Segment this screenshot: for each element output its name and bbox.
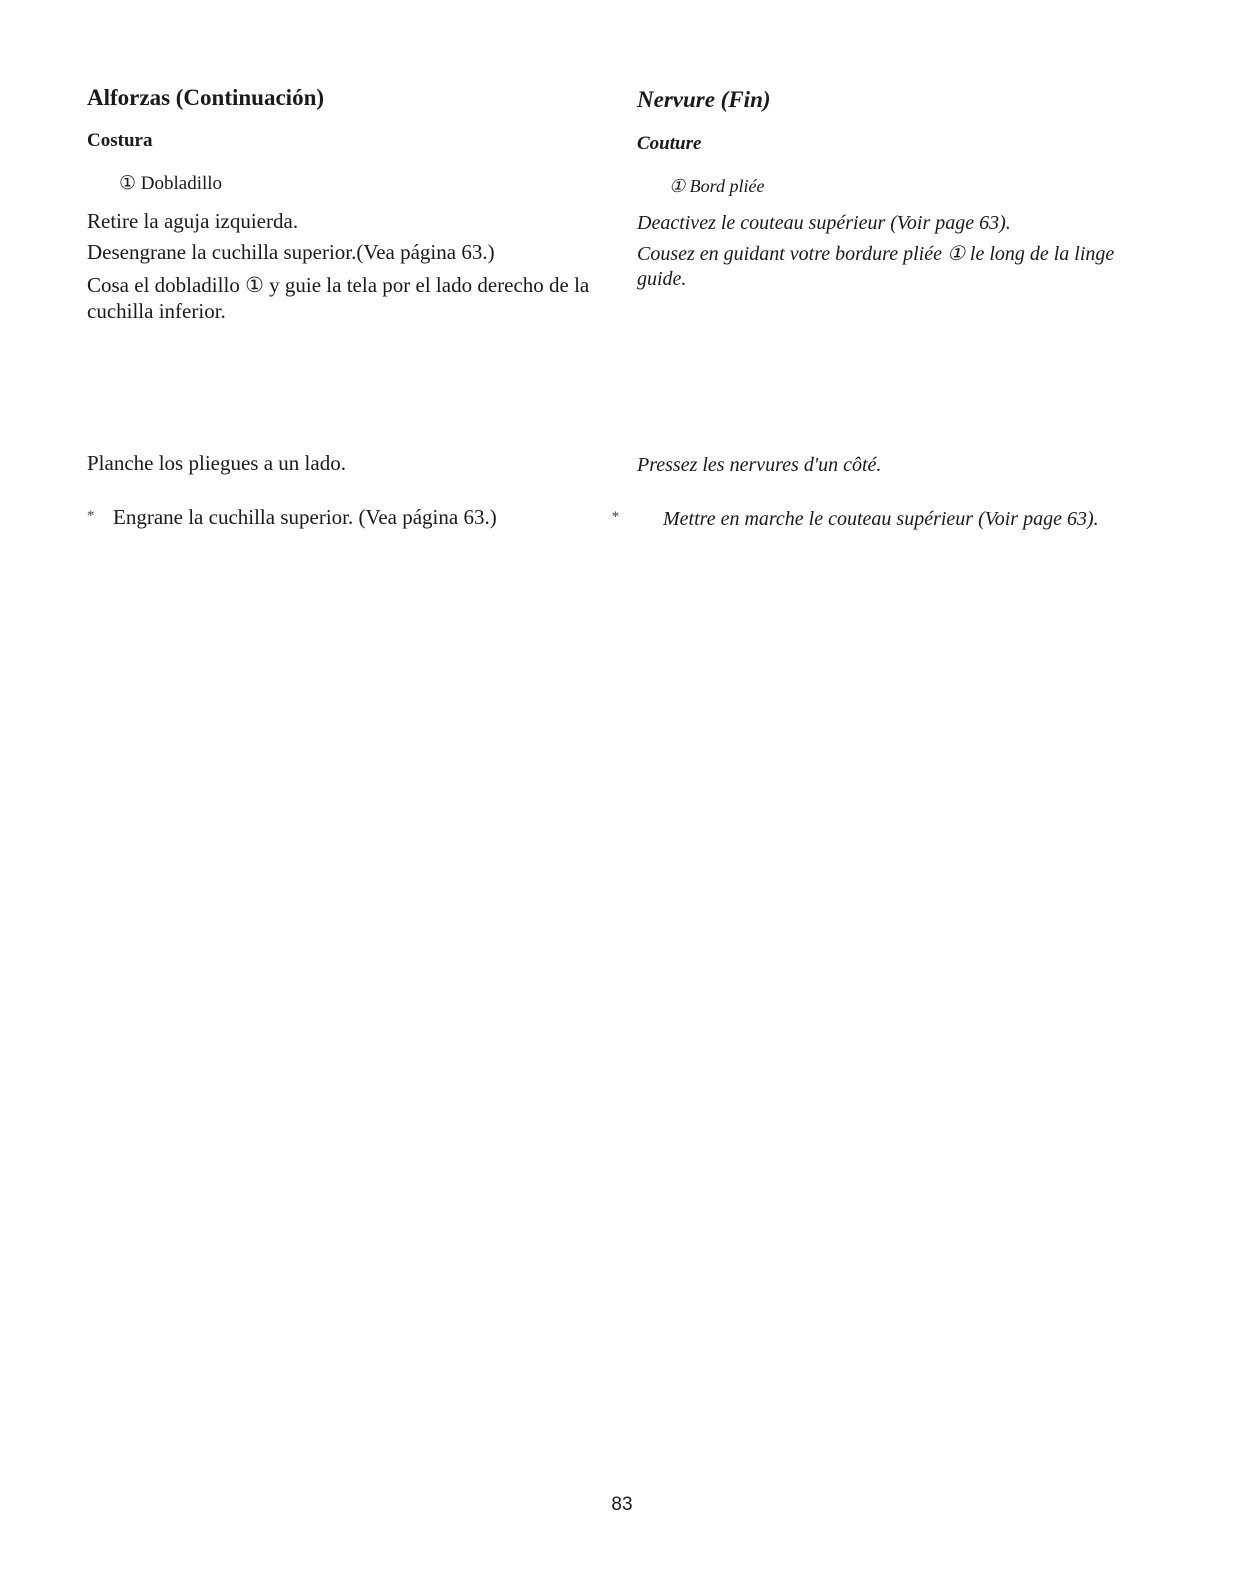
press-instruction-es: Planche los pliegues a un lado.: [87, 451, 346, 475]
press-instruction-fr: Pressez les nervures d'un côté.: [637, 454, 882, 476]
asterisk-icon: *: [87, 508, 95, 524]
section-title-fr: Nervure (Fin): [637, 87, 771, 112]
step-1-fr: Deactivez le couteau supérieur (Voir page 63).: [637, 212, 1011, 234]
step-1-es: Retire la aguja izquierda.: [87, 209, 299, 233]
callout-label-es: ① Dobladillo: [119, 173, 223, 194]
callout-label-fr: ① Bord pliée: [669, 176, 765, 196]
subsection-title-es: Costura: [87, 130, 153, 151]
subsection-title-fr: Couture: [637, 133, 702, 154]
step-2-fr: Cousez en guidant votre bordure pliée ① le long de la linge guide.: [637, 243, 1115, 290]
note-es: [87, 503, 597, 530]
step-2-es: Desengrane la cuchilla superior.(Vea página 63.): [87, 240, 495, 264]
section-title-es: Alforzas (Continuación): [87, 85, 325, 110]
asterisk-icon: *: [611, 509, 619, 525]
note-text-fr: Mettre en marche le couteau supérieur (Voir page 63).: [663, 508, 1099, 530]
note-text-es: Engrane la cuchilla superior. (Vea página 63.): [113, 505, 497, 529]
page-number: 83: [611, 1494, 633, 1515]
note-fr: [611, 505, 1173, 532]
step-3-es: Cosa el dobladillo ① y guie la tela por el lado derecho de la cuchilla inferior.: [87, 273, 590, 323]
